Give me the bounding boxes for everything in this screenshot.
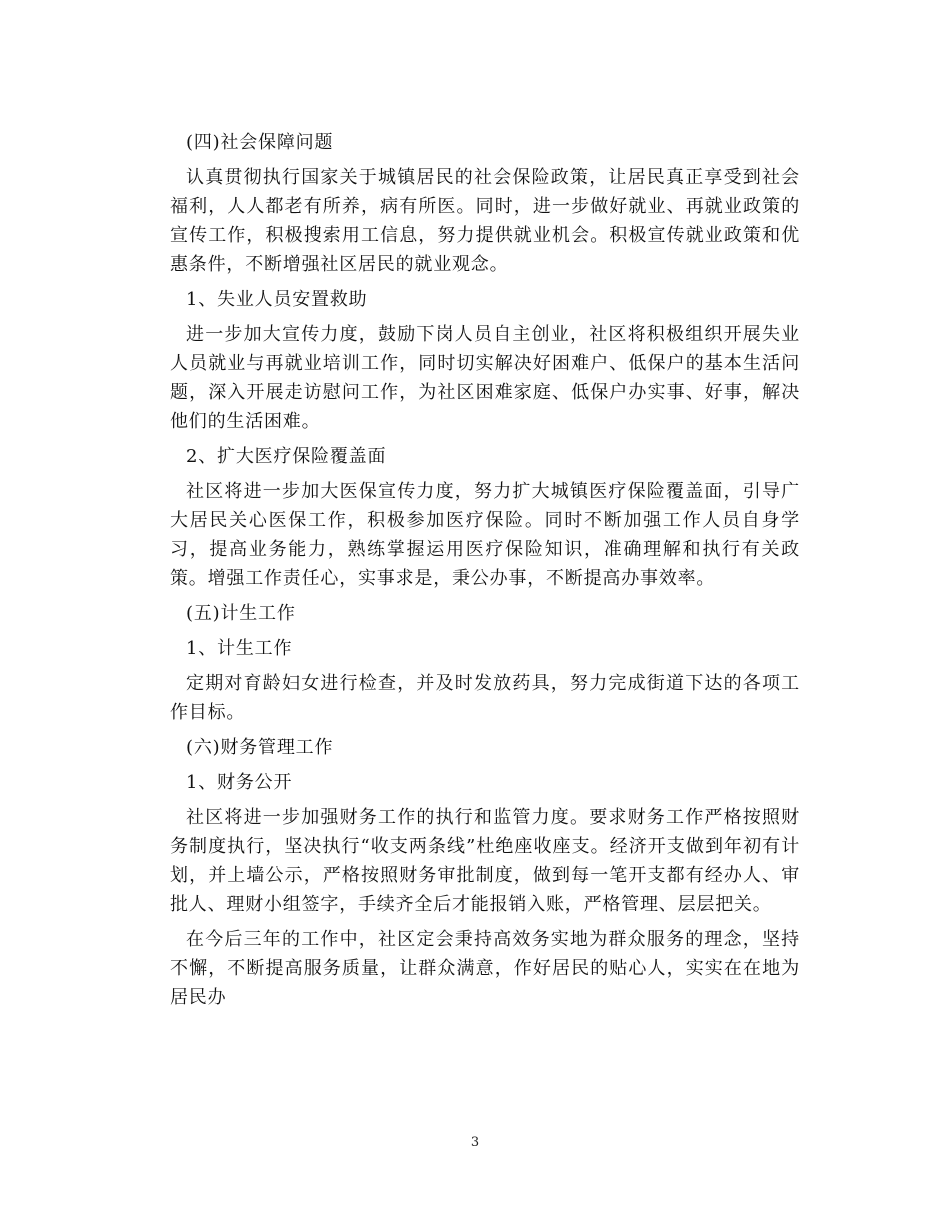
document-body bbox=[170, 128, 800, 1012]
subheading-finance-disclosure: 1、财务公开 bbox=[186, 772, 293, 793]
subheading-family-planning-work: 1、计生工作 bbox=[186, 638, 293, 659]
page-number: 3 bbox=[470, 1135, 480, 1150]
subheading-medical-insurance: 2、扩大医疗保险覆盖面 bbox=[186, 446, 387, 467]
section-heading-finance: (六)财务管理工作 bbox=[186, 737, 334, 758]
paragraph-unemployment-relief: 进一步加大宣传力度，鼓励下岗人员自主创业，社区将积极组织开展失业人员就业与再就业培训工作，同时切实解决好困难户、低保户的基本生活问题，深入开展走访慰问工作，为社区困难家庭、低保户办实事、好事，解决他们的生活困难。 bbox=[170, 324, 800, 432]
section-heading-family-planning: (五)计生工作 bbox=[186, 603, 296, 624]
paragraph-conclusion: 在今后三年的工作中，社区定会秉持高效务实地为群众服务的理念，坚持不懈，不断提高服务质量，让群众满意，作好居民的贴心人，实实在在地为居民办 bbox=[170, 929, 800, 1008]
paragraph-social-security: 认真贯彻执行国家关于城镇居民的社会保险政策，让居民真正享受到社会福利，人人都老有所养，病有所医。同时，进一步做好就业、再就业政策的宣传工作，积极搜索用工信息，努力提供就业机会。积极宣传就业政策和优惠条件，不断增强社区居民的就业观念。 bbox=[170, 167, 800, 275]
paragraph-family-planning: 定期对育龄妇女进行检查，并及时发放药具，努力完成街道下达的各项工作目标。 bbox=[170, 673, 800, 723]
paragraph-medical-insurance: 社区将进一步加大医保宣传力度，努力扩大城镇医疗保险覆盖面，引导广大居民关心医保工作，积极参加医疗保险。同时不断加强工作人员自身学习，提高业务能力，熟练掌握运用医疗保险知识，准确理解和执行有关政策。增强工作责任心，实事求是，秉公办事，不断提高办事效率。 bbox=[170, 481, 800, 589]
subheading-unemployment-relief: 1、失业人员安置救助 bbox=[186, 289, 368, 310]
paragraph-finance: 社区将进一步加强财务工作的执行和监管力度。要求财务工作严格按照财务制度执行，坚决执行“收支两条线”杜绝座收座支。经济开支做到年初有计划，并上墙公示，严格按照财务审批制度，做到每一笔开支都有经办人、审批人、理财小组签字，手续齐全后才能报销入账，严格管理、层层把关。 bbox=[170, 807, 800, 915]
section-heading-social-security: (四)社会保障问题 bbox=[186, 132, 334, 153]
